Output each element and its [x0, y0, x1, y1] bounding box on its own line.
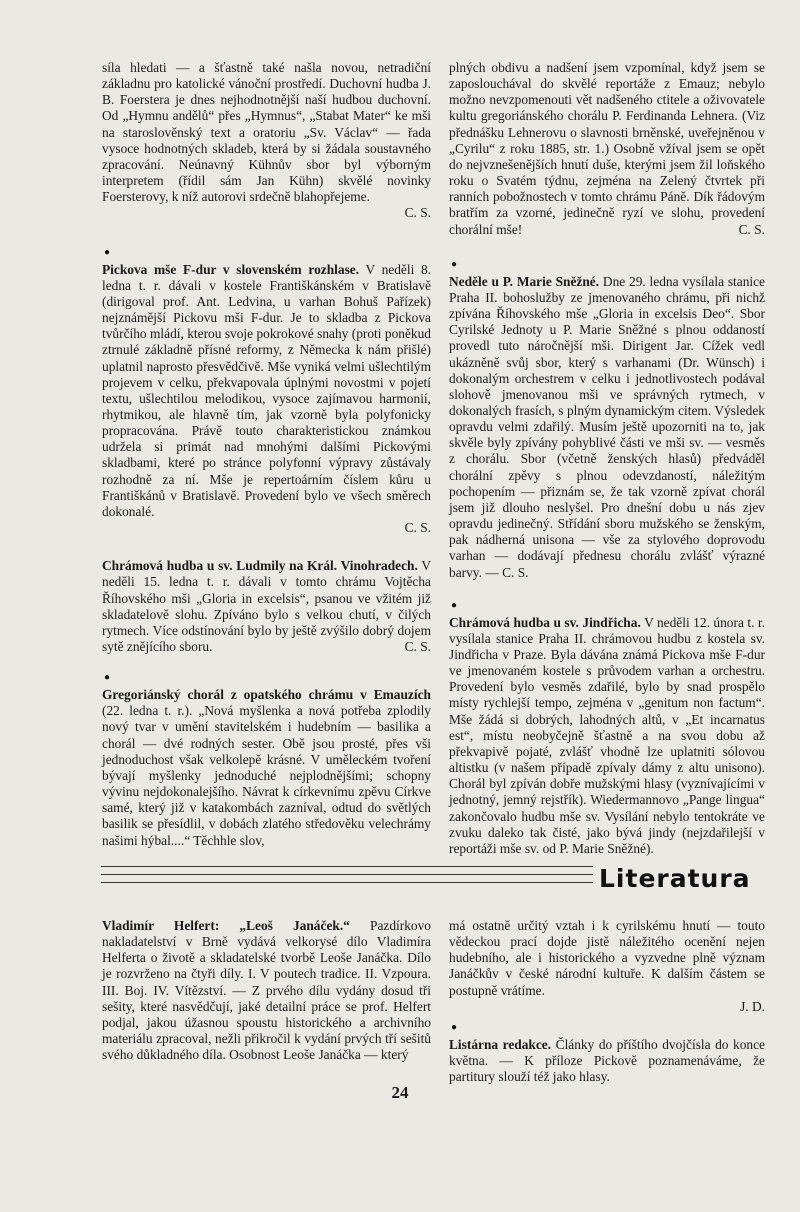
article-text: síla hledati — a šťastně také našla novou, netradiční základnu pro katolické vánoční prostředí. Duchovní hudba J. B. Foerstera je dnes nejhodnotnější naší hudbou duchovní. Od „Hymnu andělů“ přes „Hymnus“, „Stabat Mater“ ke mši na staroslověnský text a oratoriu „Sv. Václav“ — řada vysoce hodnotných skladeb, která by si žádala soustavného zpracování. Neúnavný Kühnův sbor byl výborným interpretem (řídil sám Jan Kühn) skvělé novinky Foersterovy, k níž autorovi srdečně blahopřejeme. — [102, 60, 431, 205]
article-heading: Chrámová hudba u sv. Ludmily na Král. Vinohradech. — [102, 558, 418, 574]
article-text: má ostatně určitý vztah i k cyrilskému hnutí — touto vědeckou prací dojde jistě náležitého ocenění nejen hudebního, ale i historického a vyzvedne plně význam Janáčkův v české národní kultuře. K dalším částem se postupně vrátíme. — [449, 918, 765, 998]
section-rule — [101, 862, 593, 892]
article — [102, 687, 431, 849]
article — [449, 615, 765, 857]
bullet-separator: ● — [104, 246, 111, 258]
article — [449, 274, 765, 581]
article-signature: C. S. — [404, 520, 431, 536]
article-text: V neděli 8. ledna t. r. dávali v kostele Františkánském v Bratislavě (dirigoval prof. Ant. Ledvina, u varhan Bohuš Pařízek) nejznámější Pickovu mši F-dur. Je to skladba z Pickova tvůrčího mládí, kterou svoje pokrokové snahy (proti poněkud ztrnulé základně přísné reformy, z Německa k nám přišlé) uplatnil naprosto přesvědčivě. Mše vyniká velmi ušlechtilým projevem v celku, překvapovala úplnými novostmi v pojetí textu, ušlechtilou melodikou, vysoce zajímavou harmonií, rhytmikou, ale hlavně tím, jak vzorně byla polyfonicky propracována. Právě touto charakteristickou známkou udržela si primát nad mnohými dalšími Pickovými skladbami, které po stránce polyfonní výpravy zůstávaly rozhodně za ní. Mše je repertoárním číslem kůru u Františkánů v Bratislavě. Provedení bylo ve všech směrech dokonalé. — [102, 261, 432, 519]
article-signature: C. S. — [502, 564, 529, 580]
bullet-separator: ● — [451, 599, 458, 611]
article-heading: Vladimír Helfert: „Leoš Janáček.“ — [102, 918, 350, 933]
article-text: V neděli 12. února t. r. vysílala stanice Praha II. chrámovou hudbu z kostela sv. Jindřicha v Praze. Byla dávána známá Pickova mše F-dur ve jmenovaném kostele s průvodem varhan a orchestru. Provedení bylo vesměs zdařilé, bylo by snad prospělo místy rychlejší tempo, zejména v „genitum non factum“. Mše žádá si dobrých, lahodných altů, v „Et incarnatus est“, místu neobyčejně šťastně a na svou dobu až překvapivě pojaté, zvlášť vhodně lze uplatniti sólovou altistku (v našem případě zpívaly dámy z altu unisono). Chorál byl zpíván dobře mužskými hlasy (vyznívajícími v jednotný, jemný rejstřík). Wiedermannovo „Pange lingua“ zakončovalo hudbu mše sv. Vysílání nebylo tentokráte ve zvuku daleko tak čisté, jako bývá jindy (nejzdařilejší v reportáži mše sv. od P. Marie Sněžné). — [449, 614, 766, 856]
left-column — [102, 60, 431, 849]
bullet-separator: ● — [451, 258, 458, 270]
article-heading: Gregoriánský chorál z opatského chrámu v Emauzích — [102, 687, 431, 703]
article-heading: Chrámová hudba u sv. Jindřicha. — [449, 614, 641, 630]
article-text: Pazdírkovo nakladatelství v Brně vydává velkorysé dílo Vladimíra Helferta o životě a skladatelské tvorbě Leoše Janáčka. Dílo je rozvrženo na čtyři díly. I. V poutech tradice. II. Vzpoura. III. Boj. IV. Vítězství. — Z prvého dílu vydány dosud tři sešity, které nasvědčují, jaké detailní práce se prof. Helfert podjal, jakou úžasnou spoustu historického a archivního materiálu zpracoval, nežli přikročil k vydání prvých tří sešitů svého důkladného díla. Osobnost Leoše Janáčka — který — [102, 918, 431, 1063]
section-title: Literatura — [599, 864, 751, 893]
article-text: V neděli 15. ledna t. r. dávali v tomto chrámu Vojtěcha Říhovského mši „Gloria in excelsis“, psanou ve vžitém již skladatelově slohu. Zpíváno bylo s velkou chutí, v čilých rytmech. Více odstínování bylo by ještě zvýšilo dobrý dojem sytě znějícího sboru. — [102, 558, 431, 654]
bullet-separator: ● — [104, 672, 111, 684]
literature-left-column — [102, 918, 431, 1063]
article — [102, 558, 431, 655]
article-heading: Neděle u P. Marie Sněžné. — [449, 273, 600, 289]
article — [449, 918, 765, 1015]
article — [102, 60, 431, 222]
article-heading: Pickova mše F-dur v slovenském rozhlase. — [102, 261, 360, 277]
literature-right-column — [449, 918, 765, 1085]
article-signature: C. S. — [404, 205, 431, 221]
article-signature: C. S. — [738, 221, 765, 237]
right-column — [449, 60, 765, 857]
article — [102, 262, 431, 537]
article-signature: J. D. — [740, 998, 765, 1014]
article-signature: C. S. — [404, 639, 431, 654]
article-text: Články do příštího dvojčísla do konce května. — K příloze Pickově poznamenáváme, že partitury slouží též jako hlasy. — [449, 1036, 765, 1085]
article-heading: Listárna redakce. — [449, 1036, 552, 1052]
article — [449, 1037, 765, 1085]
article-text: (22. ledna t. r.). „Nová myšlenka a nová potřeba zplodily nový tvar v umění stavitelském i hudebním — basilika a chorál — dvé rodných sester. Obě jsou prosté, přes vši jednoduchost však velkolepě krásné. V uměleckém tvoření bývají myšlenky jednoduché nejplodnějšími; schopny vývinu nejdokonalejšího. Návrat k církevnímu zpěvu Církve samé, který již v katakombách zazníval, odtud do světlých basilik se přesídlil, v dobách zlatého středověku velechrámy našimi hýbal....“ Těchhle slov, — [102, 703, 431, 848]
article-text: plných obdivu a nadšení jsem vzpomínal, když jsem se zaposlouchával do skvělé reportáže z Emauz; nebylo možno nevzpomenouti vět nadšeného ctitele a oživovatele kultu gregoriánského chorálu P. Ferdinanda Lehnera. (Viz přednášku Lehnerovu o slavnosti brněnské, uveřejněnou v „Cyrilu“ z roku 1885, str. 1.) Osobně vžíval jsem se opět do nejvznešenějších hnutí duše, kterými jsem žil loňského roku o Svatém týdnu, zejména na Zelený čtvrtek při ranních pobožnostech v tomto chrámu Páně. Dík řádovým bratřím za vzorné, jedinečně ryzí ve slohu, provedení chorální mše! — [449, 60, 765, 237]
page-number: 24 — [391, 1083, 409, 1102]
article — [102, 918, 431, 1063]
bullet-separator: ● — [451, 1021, 458, 1033]
article — [449, 60, 765, 238]
article-text: Dne 29. ledna vysílala stanice Praha II. bohoslužby ze jmenovaného chrámu, při nichž zpívána Říhovského mše „Gloria in excelsis Deo“. Sbor Cyrilské Jednoty u P. Marie Sněžné s plnou oddaností provedl tuto náročnější mši. Dirigent Jar. Cížek vedl ukázněně svůj sbor, který s varhanami (Dr. Wünsch) i dokonalým orchestrem v celku i jednotlivostech podával slohově jmenovanou mši ve správných rytmech, v dokonalých frasích, s plným dynamickým citem. Výsledek opravdu velmi zdařilý. Musím ještě upozorniti na to, jak skvěle byly zpívány pohyblivé části ve mši sv. — vesměs z chorálu. Sbor (včetně ženských hlasů) předváděl chorální zpěvy s plnou odevzdaností, náležitým pochopením — přiznám se, že tak vzorně zpívat chorál jsem již dlouho neslyšel. Pro dnešní dobu u nás zjev opravdu jedinečný. Střídání sboru mužského se ženským, pak nádherná unisona — vše za stylového doprovodu varhan — dodávají přednesu chorálu zvlášť výrazné barvy. — — [449, 273, 765, 580]
